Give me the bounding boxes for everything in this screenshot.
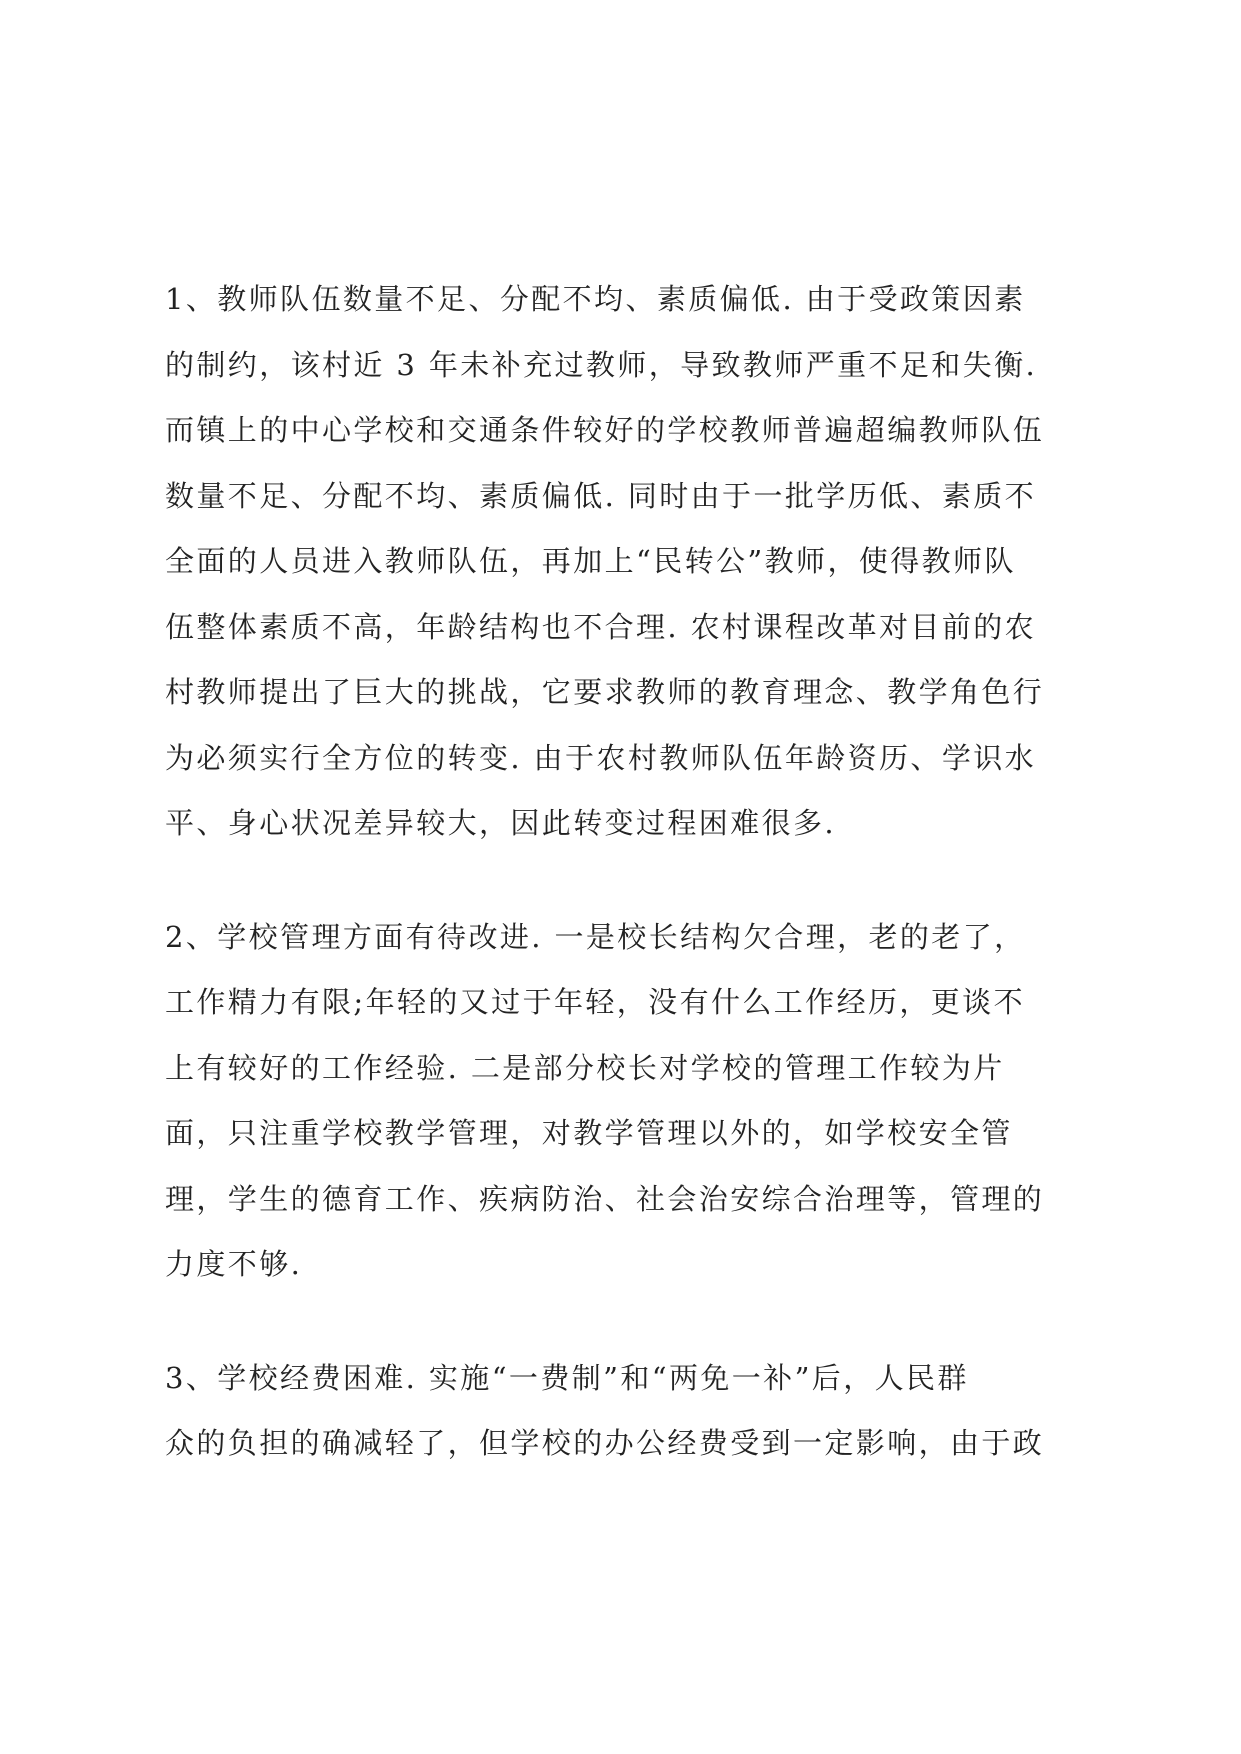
paragraph-1 bbox=[165, 283, 1095, 873]
text-line: 村教师提出了巨大的挑战，它要求教师的教育理念、教学角色行 bbox=[165, 675, 1045, 709]
text-line: 工作精力有限;年轻的又过于年轻，没有什么工作经历，更谈不 bbox=[165, 985, 1025, 1019]
text-line: 2、学校管理方面有待改进. 一是校长结构欠合理，老的老了， bbox=[165, 919, 1026, 954]
text-line: 伍整体素质不高，年龄结构也不合理. 农村课程改革对目前的农 bbox=[165, 609, 1037, 644]
text-line: 的制约，该村近 3 年未补充过教师，导致教师严重不足和失衡. bbox=[165, 347, 1038, 382]
paragraph-3 bbox=[165, 1362, 1095, 1493]
text-line: 理，学生的德育工作、疾病防治、社会治安综合治理等，管理的 bbox=[165, 1181, 1045, 1216]
text-line: 平、身心状况差异较大，因此转变过程困难很多. bbox=[165, 806, 837, 840]
text-line: 为必须实行全方位的转变. 由于农村教师队伍年龄资历、学识水 bbox=[165, 740, 1037, 775]
text-line: 而镇上的中心学校和交通条件较好的学校教师普遍超编教师队伍 bbox=[165, 413, 1045, 447]
text-line: 全面的人员进入教师队伍，再加上“民转公”教师，使得教师队 bbox=[165, 544, 1016, 578]
document-body bbox=[165, 283, 1095, 1541]
text-line: 3、学校经费困难. 实施“一费制”和“两免一补”后，人民群 bbox=[165, 1360, 969, 1395]
text-line: 1、教师队伍数量不足、分配不均、素质偏低. 由于受政策因素 bbox=[165, 282, 1026, 316]
text-line: 上有较好的工作经验. 二是部分校长对学校的管理工作较为片 bbox=[165, 1050, 1005, 1085]
text-line: 力度不够. bbox=[165, 1247, 303, 1281]
text-line: 面，只注重学校教学管理，对教学管理以外的，如学校安全管 bbox=[165, 1116, 1013, 1150]
text-line: 众的负担的确减轻了，但学校的办公经费受到一定影响，由于政 bbox=[165, 1426, 1045, 1460]
text-line: 数量不足、分配不均、素质偏低. 同时由于一批学历低、素质不 bbox=[165, 478, 1037, 513]
paragraph-2 bbox=[165, 921, 1095, 1314]
